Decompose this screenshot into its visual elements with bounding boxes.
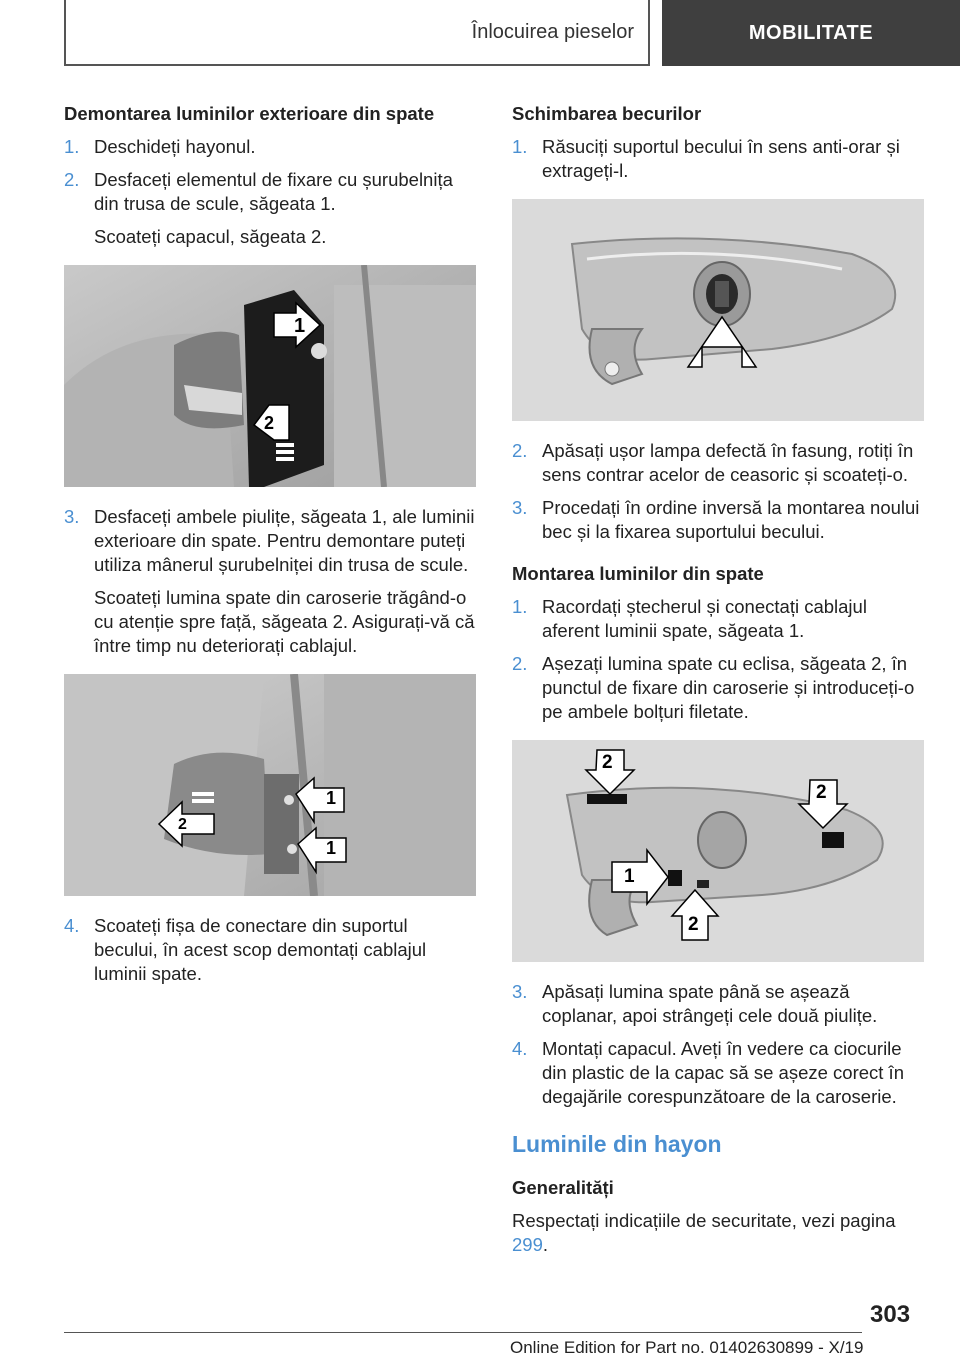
left-step-1 <box>64 135 476 159</box>
heading-tailgate-lights: Luminile din hayon <box>512 1131 722 1158</box>
step-number: 3. <box>512 981 528 1003</box>
step-text: Apăsați lumina spate până se așează coplanar, apoi strângeți cele două piulițe. <box>542 981 878 1027</box>
left-step-3-extra: Scoateți lumina spate din caroserie trăgând-o cu atenție spre față, săgeata 2. Asigurați-vă că între timp nu deteriorați cablajul. <box>94 587 475 657</box>
figure-callout-1b: 1 <box>326 838 337 859</box>
left-column <box>64 102 476 995</box>
heading-general: Generalități <box>512 1177 614 1199</box>
right-mount-step-1 <box>512 595 924 643</box>
right-step-2 <box>512 439 924 487</box>
right-column <box>512 102 924 1266</box>
step-text: Racordați ștecherul și conectați cablajul aferent luminii spate, săgeata 1. <box>542 596 867 642</box>
header-chapter-tab <box>662 0 960 66</box>
left-step-3 <box>64 505 476 577</box>
figure-cover-removal <box>64 265 476 487</box>
right-step-1 <box>512 135 924 183</box>
step-number: 3. <box>64 506 80 528</box>
footer-divider <box>64 1332 862 1333</box>
footer-edition: Online Edition for Part no. 01402630899 - X/19 <box>510 1338 864 1357</box>
figure-callout-2b: 2 <box>816 782 827 804</box>
figure-mounting-image <box>512 740 924 962</box>
step-number: 4. <box>512 1038 528 1060</box>
heading-mounting: Montarea luminilor din spate <box>512 563 764 585</box>
step-text: Desfaceți elementul de fixare cu șurubelnița din trusa de scule, săgeata 1. <box>94 169 453 215</box>
figure-nut-removal <box>64 674 476 896</box>
right-step-3 <box>512 496 924 544</box>
figure-mounting <box>512 740 924 962</box>
header-chapter-label: MOBILITATE <box>748 21 874 44</box>
page-reference-link[interactable]: 299 <box>512 1234 543 1256</box>
step-number: 4. <box>64 915 80 937</box>
figure-callout-2c: 2 <box>688 914 699 936</box>
step-text: Desfaceți ambele piulițe, săgeata 1, ale luminii exterioare din spate. Pentru demontare puteți utiliza mânerul șurubelniței din trusa de scule. <box>94 506 475 576</box>
step-number: 1. <box>64 136 80 158</box>
step-number: 1. <box>512 596 528 618</box>
figure-callout-1: 1 <box>294 315 306 338</box>
left-step-2 <box>64 168 476 216</box>
figure-callout-1a: 1 <box>326 788 337 809</box>
general-text: Respectați indicațiile de securitate, vezi pagina <box>512 1210 896 1232</box>
step-text: Apăsați ușor lampa defectă în fasung, rotiți în sens contrar acelor de ceasoric și scoateți-o. <box>542 440 914 486</box>
right-mount-step-3 <box>512 980 924 1028</box>
figure-bulb-holder <box>512 199 924 421</box>
heading-removal: Demontarea luminilor exterioare din spate <box>64 103 435 124</box>
left-step-4 <box>64 914 476 986</box>
page-number: 303 <box>870 1301 911 1328</box>
left-step-2-extra: Scoateți capacul, săgeata 2. <box>94 226 327 248</box>
figure-cover-removal-image <box>64 265 476 487</box>
general-end: . <box>542 1234 549 1256</box>
figure-callout-1: 1 <box>624 866 635 888</box>
figure-callout-2: 2 <box>264 413 275 434</box>
step-text: Așezați lumina spate cu eclisa, săgeata 2, în punctul de fixare din caroserie și introduceți-o pe ambele bolțuri filetate. <box>542 653 915 723</box>
figure-callout-2a: 2 <box>602 752 613 774</box>
step-text: Procedați în ordine inversă la montarea noului bec și la fixarea suportului becului. <box>542 497 920 543</box>
figure-nut-removal-image <box>64 674 476 896</box>
step-number: 2. <box>512 653 528 675</box>
figure-callout-2: 2 <box>178 816 187 834</box>
general-paragraph <box>512 1209 924 1257</box>
step-text: Răsuciți suportul becului în sens anti-orar și extrageți-l. <box>542 136 900 182</box>
step-text: Scoateți fișa de conectare din suportul becului, în acest scop demontați cablajul luminii spate. <box>94 915 427 985</box>
step-text: Deschideți hayonul. <box>94 136 256 158</box>
figure-bulb-holder-image <box>512 199 924 421</box>
heading-bulb-change: Schimbarea becurilor <box>512 103 702 124</box>
step-number: 3. <box>512 497 528 519</box>
step-number: 2. <box>512 440 528 462</box>
header-section-title: Înlocuirea pieselor <box>471 20 634 43</box>
header-section-box <box>64 0 650 66</box>
step-number: 1. <box>512 136 528 158</box>
step-number: 2. <box>64 169 80 191</box>
right-mount-step-4 <box>512 1037 924 1109</box>
step-text: Montați capacul. Aveți în vedere ca ciocurile din plastic de la capac să se așeze corect în degajările corespunzătoare de la caroserie. <box>542 1038 904 1108</box>
right-mount-step-2 <box>512 652 924 724</box>
